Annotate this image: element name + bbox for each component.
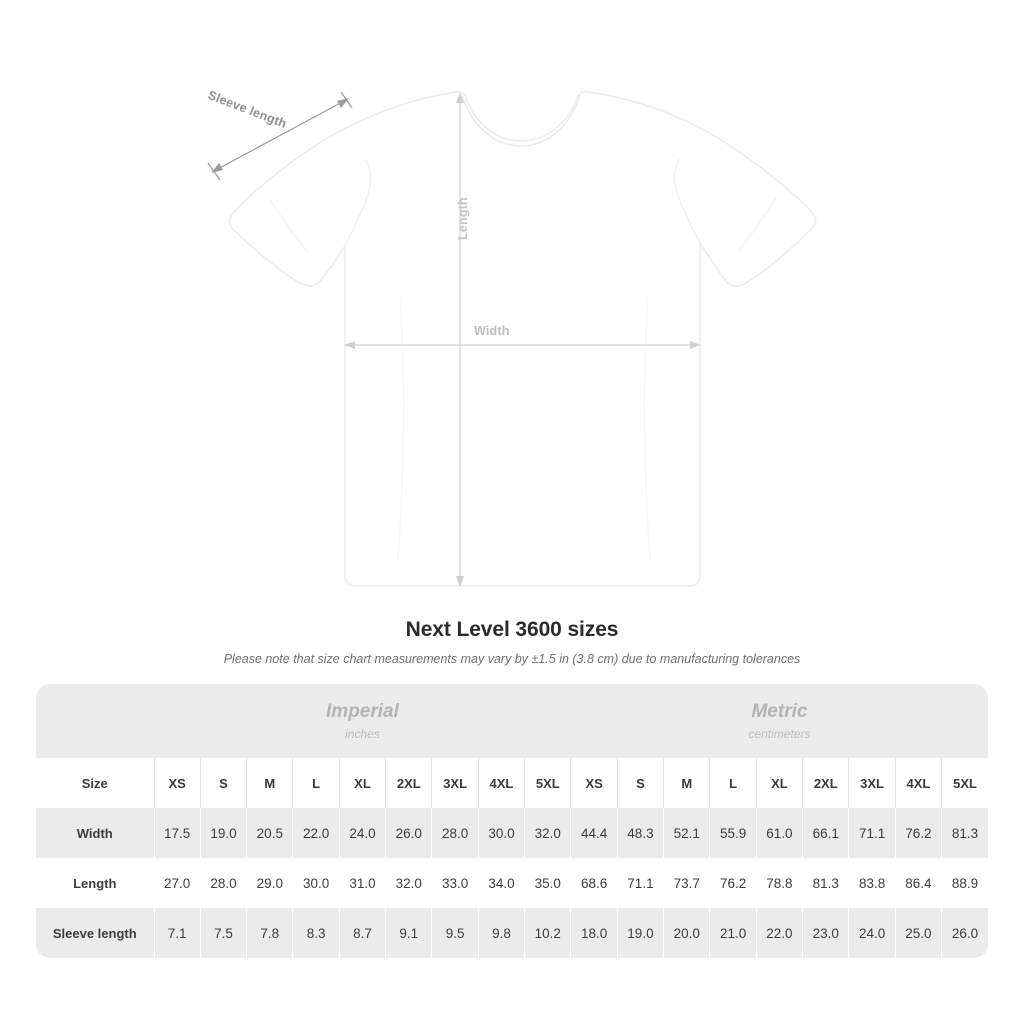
title-block xyxy=(0,618,1024,666)
row-label-sleeve-length: Sleeve length xyxy=(36,908,154,958)
cell-width-imperial-xs: 17.5 xyxy=(154,808,200,858)
size-header-imperial-xs: XS xyxy=(154,758,200,808)
size-header-metric-5xl: 5XL xyxy=(942,758,988,808)
size-table-wrapper xyxy=(36,684,988,958)
size-header-row xyxy=(36,758,988,808)
cell-width-imperial-5xl: 32.0 xyxy=(525,808,571,858)
size-column-header: Size xyxy=(36,758,154,808)
size-header-imperial-3xl: 3XL xyxy=(432,758,478,808)
size-header-metric-4xl: 4XL xyxy=(895,758,941,808)
cell-sleeve-metric-3xl: 24.0 xyxy=(849,908,895,958)
cell-length-metric-xl: 78.8 xyxy=(756,858,802,908)
cell-width-imperial-m: 20.5 xyxy=(247,808,293,858)
size-header-metric-l: L xyxy=(710,758,756,808)
size-header-imperial-2xl: 2XL xyxy=(386,758,432,808)
cell-width-metric-s: 48.3 xyxy=(617,808,663,858)
cell-width-imperial-2xl: 26.0 xyxy=(386,808,432,858)
cell-length-imperial-4xl: 34.0 xyxy=(478,858,524,908)
cell-sleeve-metric-xl: 22.0 xyxy=(756,908,802,958)
cell-sleeve-metric-xs: 18.0 xyxy=(571,908,617,958)
cell-length-imperial-3xl: 33.0 xyxy=(432,858,478,908)
cell-sleeve-metric-2xl: 23.0 xyxy=(803,908,849,958)
cell-sleeve-imperial-4xl: 9.8 xyxy=(478,908,524,958)
tshirt-shape xyxy=(229,92,815,586)
cell-length-imperial-m: 29.0 xyxy=(247,858,293,908)
size-header-metric-2xl: 2XL xyxy=(803,758,849,808)
size-header-metric-xs: XS xyxy=(571,758,617,808)
cell-sleeve-imperial-3xl: 9.5 xyxy=(432,908,478,958)
cell-length-imperial-5xl: 35.0 xyxy=(525,858,571,908)
row-label-length: Length xyxy=(73,875,117,891)
length-dimension-label: Length xyxy=(456,197,470,240)
size-header-metric-m: M xyxy=(664,758,710,808)
cell-width-imperial-s: 19.0 xyxy=(200,808,246,858)
metric-unit-label: centimeters xyxy=(748,726,811,741)
imperial-unit-label: inches xyxy=(345,726,380,741)
table-row xyxy=(36,858,988,908)
cell-width-metric-2xl: 66.1 xyxy=(803,808,849,858)
cell-length-metric-s: 71.1 xyxy=(617,858,663,908)
imperial-system-label: Imperial xyxy=(326,701,399,723)
size-header-imperial-l: L xyxy=(293,758,339,808)
row-label-width: Width xyxy=(36,808,154,858)
size-header-imperial-s: S xyxy=(200,758,246,808)
cell-sleeve-metric-4xl: 25.0 xyxy=(895,908,941,958)
cell-sleeve-imperial-xs: 7.1 xyxy=(154,908,200,958)
cell-sleeve-imperial-5xl: 10.2 xyxy=(525,908,571,958)
size-header-metric-3xl: 3XL xyxy=(849,758,895,808)
imperial-header-cell xyxy=(154,684,571,758)
cell-length-imperial-xs: 27.0 xyxy=(154,858,200,908)
cell-width-metric-l: 55.9 xyxy=(710,808,756,858)
sleeve-length-dimension-label: Sleeve length xyxy=(205,88,289,131)
size-header-metric-xl: XL xyxy=(756,758,802,808)
cell-width-metric-xl: 61.0 xyxy=(756,808,802,858)
cell-sleeve-metric-m: 20.0 xyxy=(664,908,710,958)
metric-system-label: Metric xyxy=(751,701,808,723)
cell-width-metric-3xl: 71.1 xyxy=(849,808,895,858)
size-header-imperial-4xl: 4XL xyxy=(478,758,524,808)
cell-width-metric-5xl: 81.3 xyxy=(942,808,988,858)
cell-width-metric-xs: 44.4 xyxy=(571,808,617,858)
cell-length-metric-2xl: 81.3 xyxy=(803,858,849,908)
size-header-imperial-m: M xyxy=(247,758,293,808)
cell-width-metric-4xl: 76.2 xyxy=(895,808,941,858)
cell-sleeve-metric-l: 21.0 xyxy=(710,908,756,958)
page-title: Next Level 3600 sizes xyxy=(405,618,619,641)
cell-width-imperial-3xl: 28.0 xyxy=(432,808,478,858)
cell-length-metric-l: 76.2 xyxy=(710,858,756,908)
cell-length-imperial-l: 30.0 xyxy=(293,858,339,908)
cell-length-imperial-xl: 31.0 xyxy=(339,858,385,908)
cell-sleeve-imperial-s: 7.5 xyxy=(200,908,246,958)
unit-header-row xyxy=(36,684,988,758)
size-header-imperial-5xl: 5XL xyxy=(525,758,571,808)
cell-width-metric-m: 52.1 xyxy=(664,808,710,858)
cell-sleeve-metric-s: 19.0 xyxy=(617,908,663,958)
cell-sleeve-imperial-xl: 8.7 xyxy=(339,908,385,958)
cell-sleeve-imperial-m: 7.8 xyxy=(247,908,293,958)
unit-corner-cell xyxy=(36,684,154,758)
cell-length-imperial-2xl: 32.0 xyxy=(386,858,432,908)
width-dimension-label: Width xyxy=(474,324,510,338)
cell-sleeve-imperial-l: 8.3 xyxy=(293,908,339,958)
cell-length-metric-xs: 68.6 xyxy=(571,858,617,908)
size-header-metric-s: S xyxy=(617,758,663,808)
cell-length-metric-3xl: 83.8 xyxy=(849,858,895,908)
cell-length-metric-m: 73.7 xyxy=(664,858,710,908)
cell-length-imperial-s: 28.0 xyxy=(200,858,246,908)
cell-width-imperial-l: 22.0 xyxy=(293,808,339,858)
table-row xyxy=(36,808,988,858)
cell-width-imperial-4xl: 30.0 xyxy=(478,808,524,858)
cell-sleeve-imperial-2xl: 9.1 xyxy=(386,908,432,958)
size-table xyxy=(36,684,988,958)
tolerance-note: Please note that size chart measurements may vary by ±1.5 in (3.8 cm) due to manufacturing tolerances xyxy=(223,652,801,666)
cell-length-metric-5xl: 88.9 xyxy=(942,858,988,908)
cell-length-metric-4xl: 86.4 xyxy=(895,858,941,908)
cell-sleeve-metric-5xl: 26.0 xyxy=(942,908,988,958)
table-row xyxy=(36,908,988,958)
size-header-imperial-xl: XL xyxy=(339,758,385,808)
cell-width-imperial-xl: 24.0 xyxy=(339,808,385,858)
metric-header-cell xyxy=(571,684,988,758)
